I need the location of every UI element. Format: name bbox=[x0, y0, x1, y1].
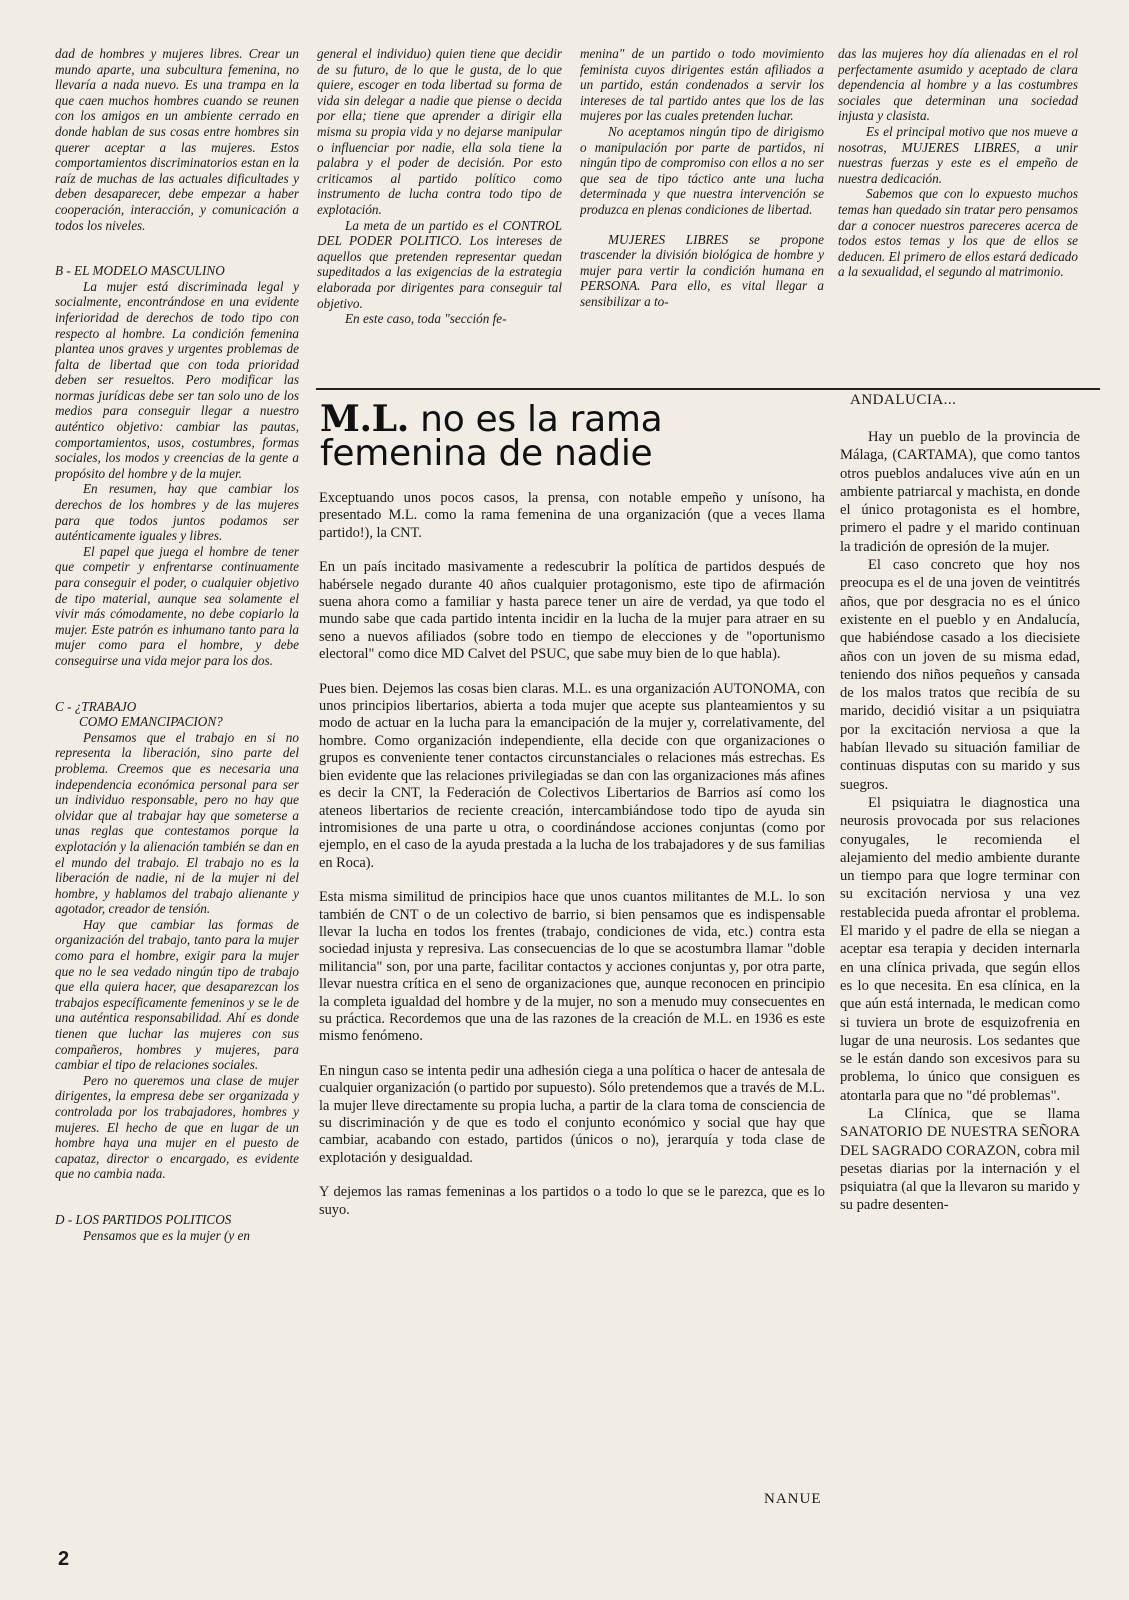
paragraph: Es el principal motivo que nos mueve a nosotras, MUJERES LIBRES, a unir nuestras fuerzas y este es el empeño de nuestra dedicación. bbox=[838, 123, 1078, 186]
paragraph: Pues bien. Dejemos las cosas bien claras. M.L. es una organización AUTONOMA, con unos principios libertarios, abierta a toda mujer que acepte sus planteamientos y su modo de actuar en la lucha para la emancipación de la mujer y, correlativamente, del hombre. Como organización independiente, ella decide con que organizaciones o grupos es conveniente tener contactos circunstanciales o relaciones más estrechas. Es bien evidente que las relaciones privilegiadas se dan con las organizaciones más afines es decir la CNT, la Federación de Colectivos Libertarios de Barrios así como los ateneos libertarios de reciente creación, intercambiándose todo tipo de ayuda sin intromisiones de una parte u otra, o coordinándose acciones conjuntas (como por ejemplo, en el caso de la ayuda prestada a la lucha de los trabajadores y de sus familias en Roca). bbox=[319, 680, 825, 871]
column-3 bbox=[580, 46, 824, 376]
andalucia-column bbox=[840, 428, 1080, 1518]
section-heading-d: D - LOS PARTIDOS POLITICOS bbox=[55, 1211, 232, 1227]
paragraph: Y dejemos las ramas femeninas a los partidos o a todo lo que se le parezca, que es lo suyo. bbox=[319, 1184, 825, 1218]
paragraph: Esta misma similitud de principios hace que unos cuantos militantes de M.L. lo son también de CNT o de un colectivo de barrio, si bien pensamos que es indispensable llevar la lucha en todos los frentes (trabajo, condiciones de vida, etc.) contra esta sociedad injusta y represiva. Las consecuencias de lo que se acostumbra llamar "doble militancia" son, por una parte, facilitar contactos y acciones conjuntas y, por otra parte, llevar nuestra crítica en el seno de organizaciones que, aunque reconocen en principio la completa igualdad del hombre y de la mujer, no son a menudo muy consecuentes en su práctica. Recordemos que una de las razones de la creación de M.L. en 1936 es este mismo fenómeno. bbox=[319, 889, 825, 1045]
paragraph: Pero no queremos una clase de mujer dirigentes, la empresa debe ser organizada y controlada por los trabajadores, hombres y mujeres. El hecho de que en lugar de un hombre haya una mujer en el puesto de capataz, director o encargado, es evidente que no cambia nada. bbox=[55, 1072, 299, 1182]
article-headline bbox=[320, 398, 840, 474]
paragraph: La Clínica, que se llama SANATORIO DE NUESTRA SEÑORA DEL SAGRADO CORAZON, cobra mil pesetas diarias por la internación y el psiquiatra (al que la llevaron su marido y su padre desenten- bbox=[840, 1105, 1080, 1214]
section-heading-b: B - EL MODELO MASCULINO bbox=[55, 263, 225, 279]
article-signature: NANUE bbox=[764, 1491, 822, 1507]
paragraph: Sabemos que con lo expuesto muchos temas han quedado sin tratar pero pensamos dar a conocer nuestros pareceres acerca de todos estos temas y los que de ellos se deducen. El primero de ellos estará dedicado a la sexualidad, el segundo al matrimonio. bbox=[838, 186, 1078, 280]
paragraph: Hay que cambiar las formas de organización del trabajo, tanto para la mujer como para el hombre, exigir para la mujer que no le sea vedado ningún tipo de trabajo que ella quiera hacer, que desaparezcan los trabajos específicamente femeninos y se le de una auténtica responsabilidad. Ahí es donde tienen que luchar las mujeres con sus compañeros, hombres y mujeres, para cambiar el tipo de relaciones sociales. bbox=[55, 916, 299, 1073]
paragraph: menina" de un partido o todo movimiento feminista cuyos dirigentes están afiliados a un partido, están condenados a servir los intereses de tal partido antes que los de las mujeres por las cuales pretenden luchar. bbox=[580, 46, 824, 124]
section-heading-c: C - ¿TRABAJO bbox=[55, 698, 137, 714]
paragraph: Hay un pueblo de la provincia de Málaga, (CARTAMA), que como tantos otros pueblos andaluces vive aún en un ambiente patriarcal y machista, en donde el único protagonista es el hombre, primero el padre y el marido continuan la tradición de opresión de la mujer. bbox=[840, 429, 1080, 555]
page-number: 2 bbox=[58, 1548, 70, 1570]
divider bbox=[316, 388, 1100, 390]
paragraph: Pensamos que el trabajo en si no representa la liberación, sino parte del problema. Creemos que es necesaria una independencia económica personal para ser un individuo responsable, pero no hay que olvidar que al trabajar hay que someterse a unas reglas que contestamos porque la explotación y la alienación también se dan en el mundo del trabajo. El trabajo no es la liberación de nadie, ni de la mujer ni del hombre, y hablamos del trabajo alienante y agotador, creador de tensión. bbox=[55, 729, 299, 917]
paragraph: La mujer está discriminada legal y socialmente, encontrándose en una evidente inferioridad de derechos de todo tipo con respecto al hombre. La condición femenina plantea unos graves y urgentes problemas de falta de libertad que con toda prioridad deben ser resueltos. Pero modificar las normas jurídicas debe ser tan solo uno de los medios para conseguir llegar a nuestro auténtico objetivo: cambiar las pautas, comportamientos, usos, costumbres, formas sociales, los modos y creencias de la gente a propósito del hombre y de la mujer. bbox=[55, 278, 299, 481]
paragraph: No aceptamos ningún tipo de dirigismo o manipulación por parte de partidos, ni ningún tipo de compromiso con ellos a no ser que sea de tipo táctico ante una lucha determinada y que nuestra intervención se produzca en plenas condiciones de libertad. bbox=[580, 123, 824, 217]
column-1 bbox=[55, 46, 299, 1486]
paragraph: Pensamos que es la mujer (y en bbox=[83, 1227, 251, 1243]
column-4 bbox=[838, 46, 1078, 346]
paragraph: El papel que juega el hombre de tener que competir y enfrentarse continuamente para conseguir el poder, o cualquier objetivo de tipo material, aunque sea solamente el vivir más cómodamente, no debe copiarlo la mujer. Este patrón es inhumano tanto para la mujer como para el hombre, y debe conseguirse una vida mejor para los dos. bbox=[55, 543, 299, 668]
paragraph: En ningun caso se intenta pedir una adhesión ciega a una política o hacer de antesala de cualquier organización (o partido por supuesto). Sólo pretendemos que a través de M.L. la mujer lleve directamente su propia lucha, a partir de la clara toma de consciencia de su discriminación y de que es todo el conjunto económico y social que hay que cambiar, acabando con estado, partidos (únicos o no), jerarquía y toda clase de explotación y desigualdad. bbox=[319, 1062, 825, 1166]
paragraph: dad de hombres y mujeres libres. Crear un mundo aparte, una subcultura femenina, no llevaría a nada nuevo. Es una trampa en la que caen muchos hombres cuando se reunen con los amigos en un ambiente cerrado en donde hablan de sus cosas entre hombres sin querer aceptar a las mujeres. Estos comportamientos discriminatorios estan en la raíz de muchas de las actuales dificultades y deben desaparecer, debe empezar a haber cooperación, interacción, y comunicación a todos los niveles. bbox=[55, 46, 299, 233]
headline-line-2: femenina de nadie bbox=[320, 433, 653, 474]
headline-line-1: no es la rama bbox=[409, 399, 663, 440]
headline-bold: M.L. bbox=[320, 398, 410, 440]
article-body bbox=[319, 490, 825, 1490]
section-heading-c-sub: COMO EMANCIPACION? bbox=[79, 714, 223, 730]
paragraph: La meta de un partido es el CONTROL DEL PODER POLITICO. Los intereses de aquellos que pretenden representar quedan supeditados a las exigencias de la estrategia elaborada por dirigentes para conseguir tal objetivo. bbox=[317, 217, 562, 311]
paragraph: MUJERES LIBRES se propone trascender la división biológica de hombre y mujer para vertir la condición humana en PERSONA. Para ello, es vital llegar a sensibilizar a to- bbox=[580, 231, 824, 309]
paragraph: En este caso, toda "sección fe- bbox=[345, 311, 507, 327]
paragraph: general el individuo) quien tiene que decidir de su futuro, de lo que le gusta, de lo que quiere, escoger en toda libertad su forma de vida sin delegar a nadie que piense o decida por ella; tiene que aprender a dirigir ella misma su propia vida y no dejarse manipular o influenciar por nadie, ella sola tiene la palabra y el poder de decisión. Por esto criticamos al partido político como instrumento de lucha contra todo tipo de explotación. bbox=[317, 46, 562, 217]
paragraph: El caso concreto que hoy nos preocupa es el de una joven de veintitrés años, que por desgracia no es el único existente en el pueblo y en Andalucía, que habiéndose casado a los diecisiete años con un joven de su misma edad, teniendo dos niños pequeños y cansada de los malos tratos que recibía de su marido, decidió visitar a un psiquiatra por la excitación nerviosa a que la habían llevado su situación familiar de continuas disputas con su marido y sus suegros. bbox=[840, 557, 1080, 793]
andalucia-heading: ANDALUCIA... bbox=[850, 392, 957, 408]
column-2 bbox=[317, 46, 562, 376]
paragraph: El psiquiatra le diagnostica una neurosis provocada por sus relaciones conyugales, le recomienda el alejamiento del medio ambiente durante un tiempo para que logre terminar con su excitación nerviosa y una vez restablecida pueda afrontar el problema. El marido y el padre de ella se niegan a aceptar esa terapia y deciden internarla en una clínica privada, que según ellos es lo que necesita. En esa clínica, en la que aún está internada, le medican como si tuviera un brote de esquizofrenia en lugar de una neurosis. Los sedantes que se le están dando son excesivos para su problema, lo único que consiguen es atontarla para que no "dé problemas". bbox=[840, 794, 1080, 1104]
paragraph: Exceptuando unos pocos casos, la prensa, con notable empeño y unísono, ha presentado M.L. como la rama femenina de una organización (que a veces llama partido!), la CNT. bbox=[319, 490, 825, 541]
paragraph: das las mujeres hoy día alienadas en el rol perfectamente asumido y aceptado de clara dependencia al hombre y a las costumbres sociales que determinan una sociedad injusta y clasista. bbox=[838, 46, 1078, 124]
paragraph: En un país incitado masivamente a redescubrir la política de partidos después de habérsele negado durante 40 años cualquier protagonismo, este tipo de afirmación suena ahora como a familiar y hasta parece tener un aire de verdad, ya que todo el mundo sabe que cada partido intenta incidir en la lucha de la mujer para atraer en su seno a nuevos afiliados (sobre todo en tiempo de elecciones y de "oportunismo electoral" como dice MD Calvet del PSUC, que sabe muy bien de lo que habla). bbox=[319, 559, 825, 663]
paragraph: En resumen, hay que cambiar los derechos de los hombres y de las mujeres para que todos juntos podamos ser auténticamente iguales y libres. bbox=[55, 481, 299, 544]
